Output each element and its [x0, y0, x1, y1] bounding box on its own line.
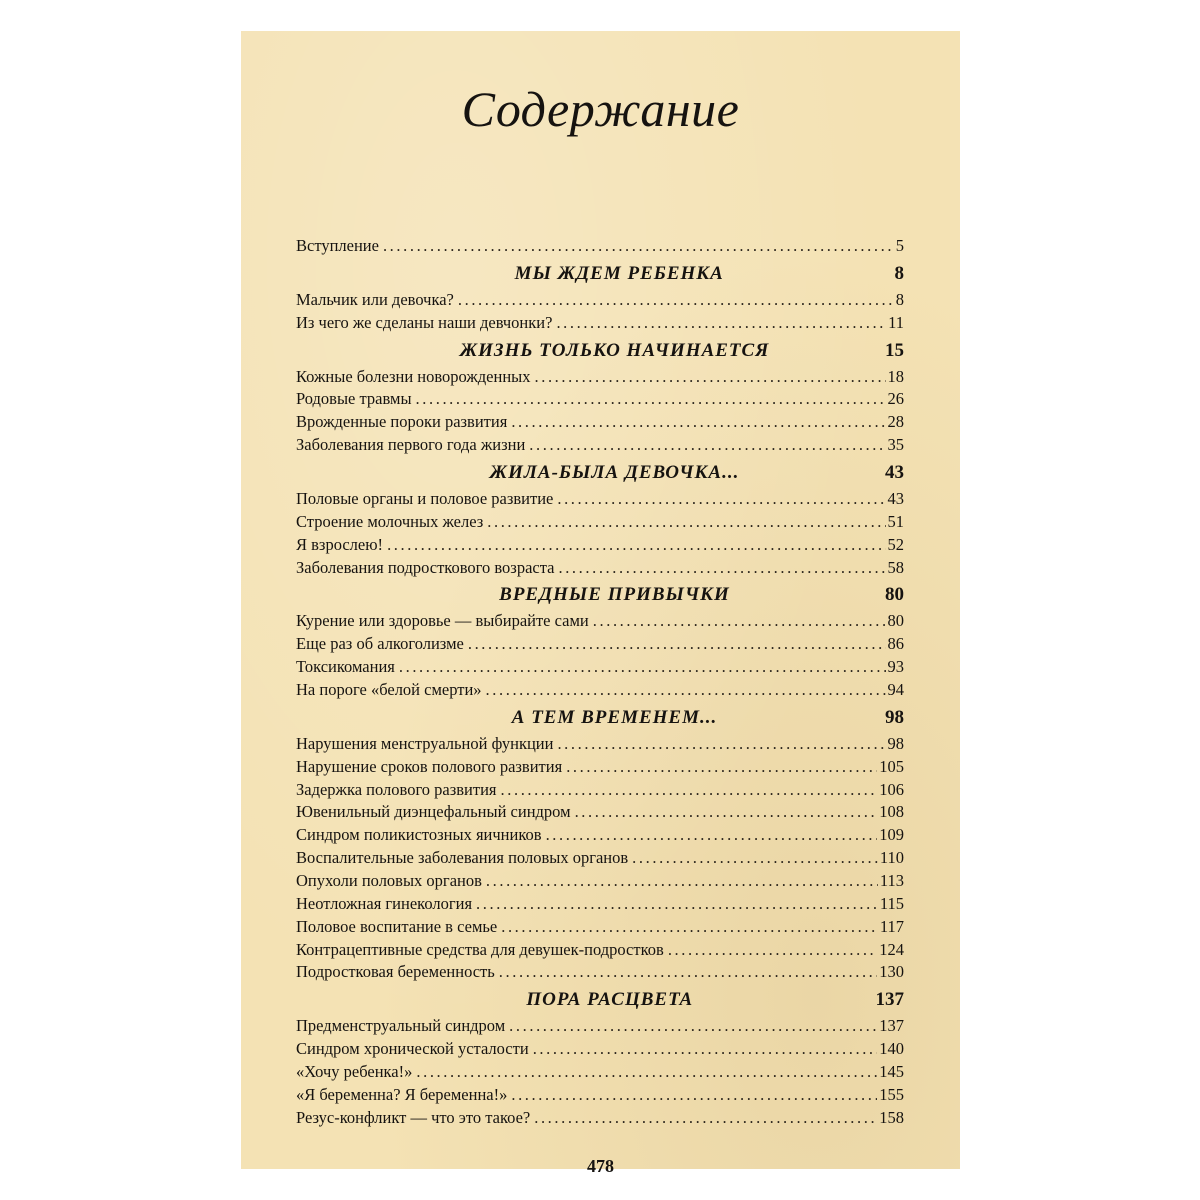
dot-leader: [476, 893, 878, 916]
section-page-number: 43: [885, 462, 904, 484]
toc-entry: [296, 388, 904, 411]
entry-title: Курение или здоровье — выбирайте сами: [296, 611, 589, 631]
entry-title: Заболевания подросткового возраста: [296, 557, 555, 577]
toc-entry: [296, 756, 904, 779]
dot-leader: [546, 824, 878, 847]
entry-title: Подростковая беременность: [296, 962, 495, 982]
entry-page-number: 115: [879, 893, 904, 913]
entry-page-number: 130: [879, 962, 904, 982]
entry-title: Я взрослею!: [296, 534, 384, 554]
section-page-number: 137: [875, 989, 904, 1011]
toc-entry: [296, 633, 904, 656]
dot-leader: [557, 733, 885, 756]
toc-entry: [296, 870, 904, 893]
dot-leader: [558, 557, 885, 580]
table-of-contents: [296, 235, 904, 1130]
entry-title: Резус-конфликт — что это такое?: [296, 1107, 531, 1127]
entry-page-number: 5: [895, 236, 904, 255]
entry-title: Нарушение сроков полового развития: [296, 756, 563, 776]
dot-leader: [556, 312, 886, 335]
dot-leader: [533, 1038, 878, 1061]
entry-page-number: 52: [887, 534, 904, 554]
toc-entry: [296, 312, 904, 335]
entry-title: Заболевания первого года жизни: [296, 435, 526, 455]
section-title: МЫ ЖДЕМ РЕБЕНКА: [514, 262, 724, 284]
toc-entry: [296, 801, 904, 824]
toc-entry: [296, 1084, 904, 1107]
entry-title: Кожные болезни новорожденных: [296, 366, 531, 386]
dot-leader: [416, 388, 886, 411]
entry-title: Предменструальный синдром: [296, 1016, 506, 1036]
dot-leader: [529, 434, 885, 457]
section-title: ПОРА РАСЦВЕТА: [526, 989, 694, 1011]
section-title: А ТЕМ ВРЕМЕНЕМ...: [511, 706, 718, 728]
toc-entry: [296, 557, 904, 580]
toc-entry: [296, 1061, 904, 1084]
entry-title: Вступление: [296, 236, 379, 255]
entry-page-number: 93: [887, 657, 904, 677]
entry-title: Воспалительные заболевания половых органов: [296, 848, 629, 868]
toc-entry: [296, 235, 904, 258]
section-page-number: 80: [885, 584, 904, 606]
entry-title: Контрацептивные средства для девушек-подростков: [296, 939, 664, 959]
book-page: [241, 31, 960, 1176]
entry-page-number: 155: [879, 1084, 904, 1104]
entry-title: Синдром хронической усталости: [296, 1039, 529, 1059]
dot-leader: [416, 1061, 877, 1084]
entry-title: Строение молочных желез: [296, 511, 484, 531]
dot-leader: [511, 411, 885, 434]
entry-title: Из чего же сделаны наши девчонки?: [296, 312, 553, 332]
entry-page-number: 58: [887, 557, 904, 577]
toc-entry: [296, 610, 904, 633]
entry-title: Еще раз об алкоголизме: [296, 634, 464, 654]
toc-entry: [296, 939, 904, 962]
toc-entry: [296, 411, 904, 434]
toc-entry: [296, 733, 904, 756]
dot-leader: [458, 289, 894, 312]
dot-leader: [575, 801, 878, 824]
entry-title: Задержка полового развития: [296, 779, 497, 799]
dot-leader: [557, 488, 885, 511]
dot-leader: [566, 756, 877, 779]
dot-leader: [632, 847, 878, 870]
entry-title: Врожденные пороки развития: [296, 412, 508, 432]
dot-leader: [499, 961, 877, 984]
entry-page-number: 110: [879, 848, 904, 868]
toc-entry: [296, 847, 904, 870]
entry-page-number: 18: [887, 366, 904, 386]
dot-leader: [593, 610, 886, 633]
dot-leader: [383, 235, 894, 258]
toc-section-heading: [296, 258, 904, 289]
section-page-number: 98: [885, 706, 904, 728]
toc-entry: [296, 534, 904, 557]
entry-page-number: 145: [879, 1062, 904, 1082]
entry-page-number: 51: [887, 511, 904, 531]
entry-page-number: 117: [879, 916, 904, 936]
entry-page-number: 98: [887, 733, 904, 753]
entry-title: Мальчик или девочка?: [296, 289, 454, 309]
toc-entry: [296, 1015, 904, 1038]
dot-leader: [501, 779, 878, 802]
toc-entry: [296, 779, 904, 802]
dot-leader: [511, 1084, 877, 1107]
entry-title: Ювенильный диэнцефальный синдром: [296, 802, 571, 822]
entry-title: На пороге «белой смерти»: [296, 680, 482, 700]
entry-page-number: 86: [887, 634, 904, 654]
dot-leader: [534, 1107, 877, 1130]
dot-leader: [487, 511, 885, 534]
entry-title: Половое воспитание в семье: [296, 916, 498, 936]
entry-title: Синдром поликистозных яичников: [296, 825, 542, 845]
toc-section-heading: [296, 702, 904, 733]
entry-page-number: 8: [895, 289, 904, 309]
section-title: ЖИЛА-БЫЛА ДЕВОЧКА...: [489, 462, 740, 484]
entry-page-number: 94: [887, 680, 904, 700]
entry-page-number: 158: [879, 1107, 904, 1127]
section-page-number: 15: [885, 339, 904, 361]
entry-title: «Я беременна? Я беременна!»: [296, 1084, 508, 1104]
page-number: 478: [587, 1156, 614, 1176]
section-page-number: 8: [894, 262, 904, 284]
entry-title: Нарушения менструальной функции: [296, 733, 554, 753]
toc-entry: [296, 1107, 904, 1130]
toc-entry: [296, 893, 904, 916]
entry-title: Неотложная гинекология: [296, 893, 473, 913]
dot-leader: [501, 916, 878, 939]
toc-section-heading: [296, 984, 904, 1015]
toc-entry: [296, 366, 904, 389]
toc-entry: [296, 916, 904, 939]
entry-title: Родовые травмы: [296, 389, 412, 409]
toc-entry: [296, 824, 904, 847]
section-title: ВРЕДНЫЕ ПРИВЫЧКИ: [499, 584, 730, 606]
entry-page-number: 35: [887, 435, 904, 455]
dot-leader: [509, 1015, 877, 1038]
toc-entry: [296, 434, 904, 457]
toc-entry: [296, 656, 904, 679]
entry-title: Половые органы и половое развитие: [296, 489, 554, 509]
entry-title: Токсикомания: [296, 657, 395, 677]
toc-entry: [296, 961, 904, 984]
entry-page-number: 11: [888, 312, 904, 332]
entry-page-number: 80: [887, 611, 904, 631]
toc-entry: [296, 488, 904, 511]
entry-page-number: 108: [879, 802, 904, 822]
entry-page-number: 124: [879, 939, 904, 959]
toc-section-heading: [296, 457, 904, 488]
dot-leader: [399, 656, 886, 679]
entry-page-number: 26: [887, 389, 904, 409]
dot-leader: [486, 679, 886, 702]
entry-title: «Хочу ребенка!»: [296, 1062, 413, 1082]
dot-leader: [535, 366, 886, 389]
toc-entry: [296, 1038, 904, 1061]
dot-leader: [486, 870, 878, 893]
entry-page-number: 106: [879, 779, 904, 799]
dot-leader: [668, 939, 877, 962]
page-title: Содержание: [461, 81, 740, 137]
entry-page-number: 105: [879, 756, 904, 776]
entry-page-number: 43: [887, 489, 904, 509]
toc-section-heading: [296, 579, 904, 610]
entry-page-number: 140: [879, 1039, 904, 1059]
toc-entry: [296, 289, 904, 312]
toc-entry: [296, 511, 904, 534]
dot-leader: [468, 633, 886, 656]
entry-page-number: 28: [887, 412, 904, 432]
dot-leader: [387, 534, 885, 557]
entry-page-number: 113: [879, 871, 904, 891]
toc-section-heading: [296, 335, 904, 366]
toc-entry: [296, 679, 904, 702]
entry-title: Опухоли половых органов: [296, 871, 482, 891]
entry-page-number: 109: [879, 825, 904, 845]
section-title: ЖИЗНЬ ТОЛЬКО НАЧИНАЕТСЯ: [459, 339, 770, 361]
entry-page-number: 137: [879, 1016, 904, 1036]
